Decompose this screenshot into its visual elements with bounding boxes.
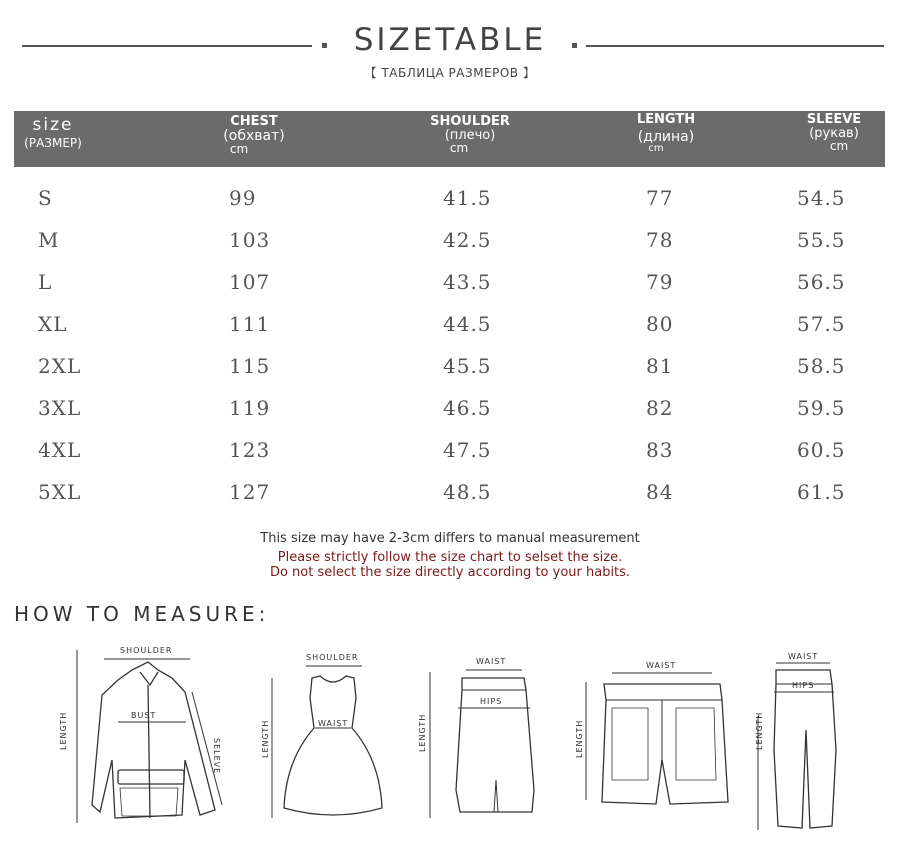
size-cell: 5XL [38,480,82,504]
size-cell: 3XL [38,396,82,420]
sleeve-cell: 56.5 [797,270,846,294]
column-header-translation: (РАЗМЕР) [24,135,82,150]
column-header-translation: (плечо) [444,127,496,143]
column-header-length [614,113,718,155]
table-row [0,312,900,354]
how-to-measure-heading: HOW TO MEASURE: [14,602,270,626]
skirt-illustration [430,670,534,818]
measurement-note: This size may have 2-3cm differs to manual measurement [260,531,640,546]
size-cell: M [38,228,60,252]
column-header-unit: cm [229,142,249,157]
length-cell: 80 [646,312,674,336]
shoulder-cell: 44.5 [443,312,492,336]
dress-shoulder-label: SHOULDER [306,653,359,662]
column-header-translation: (обхват) [223,127,285,144]
shorts-waist-label: WAIST [646,661,677,670]
column-header-sleeve [792,113,876,153]
length-cell: 83 [646,438,674,462]
chest-cell: 123 [229,438,271,462]
shoulder-cell: 45.5 [443,354,492,378]
measurement-illustrations [0,640,900,840]
skirt-hips-label: HIPS [480,697,503,706]
column-header-chest [204,115,304,156]
dress-length-label: LENGTH [261,719,270,758]
length-cell: 78 [646,228,674,252]
column-header-label: LENGTH [636,112,696,127]
chest-cell: 103 [229,228,271,252]
length-cell: 84 [646,480,674,504]
sleeve-cell: 57.5 [797,312,846,336]
dress-waist-label: WAIST [318,719,349,728]
shorts-illustration [586,673,728,804]
chest-cell: 99 [229,186,257,210]
jacket-length-label: LENGTH [59,711,68,750]
pants-waist-label: WAIST [788,652,819,661]
page-subtitle: 【 ТАБЛИЦА РАЗМЕРОВ 】 [364,66,536,80]
sleeve-cell: 59.5 [797,396,846,420]
length-cell: 81 [646,354,674,378]
shoulder-cell: 42.5 [443,228,492,252]
shoulder-cell: 43.5 [443,270,492,294]
column-header-translation: (рукав) [809,125,859,141]
pants-length-label: LENGTH [755,711,764,750]
column-header-translation: (длина) [637,128,695,145]
size-cell: 2XL [38,354,82,378]
header-dot-right [572,43,577,48]
page-title: SIZETABLE [353,22,547,58]
table-row [0,186,900,228]
garment-diagrams [0,640,900,840]
sleeve-cell: 58.5 [797,354,846,378]
column-header-label: size [32,115,74,135]
table-row [0,396,900,438]
dress-illustration [272,666,382,818]
shoulder-cell: 47.5 [443,438,492,462]
column-header-unit: cm [829,139,849,154]
sleeve-cell: 54.5 [797,186,846,210]
chest-cell: 115 [229,354,271,378]
shoulder-cell: 48.5 [443,480,492,504]
size-table-header [14,111,885,167]
size-cell: 4XL [38,438,82,462]
table-row [0,228,900,270]
length-cell: 82 [646,396,674,420]
length-cell: 79 [646,270,674,294]
column-header-label: SLEEVE [806,112,862,127]
table-row [0,438,900,480]
shorts-length-label: LENGTH [575,719,584,758]
shoulder-cell: 41.5 [443,186,492,210]
habit-warning: Do not select the size directly according to your habits. [269,565,631,580]
header-rule-right [586,45,884,47]
skirt-length-label: LENGTH [418,713,427,752]
column-header-label: CHEST [230,114,278,129]
size-cell: XL [38,312,68,336]
shoulder-cell: 46.5 [443,396,492,420]
column-header-size [14,117,92,149]
column-header-unit: cm [449,141,469,156]
column-header-unit: cm [648,143,664,155]
sleeve-cell: 60.5 [797,438,846,462]
column-header-shoulder [414,115,526,155]
chest-cell: 111 [229,312,271,336]
size-chart-warning: Please strictly follow the size chart to selset the size. [277,550,623,565]
length-cell: 77 [646,186,674,210]
jacket-illustration [77,650,222,823]
jacket-bust-label: BUST [131,711,157,720]
jacket-shoulder-label: SHOULDER [120,646,173,655]
table-row [0,354,900,396]
chest-cell: 119 [229,396,271,420]
skirt-waist-label: WAIST [476,657,507,666]
sleeve-cell: 55.5 [797,228,846,252]
size-cell: S [38,186,53,210]
table-row [0,480,900,522]
sleeve-cell: 61.5 [797,480,846,504]
table-row [0,270,900,312]
chest-cell: 127 [229,480,271,504]
column-header-label: SHOULDER [430,114,510,129]
chest-cell: 107 [229,270,271,294]
pants-hips-label: HIPS [792,681,815,690]
size-cell: L [38,270,53,294]
jacket-sleeve-label: SELEVE [212,738,221,775]
